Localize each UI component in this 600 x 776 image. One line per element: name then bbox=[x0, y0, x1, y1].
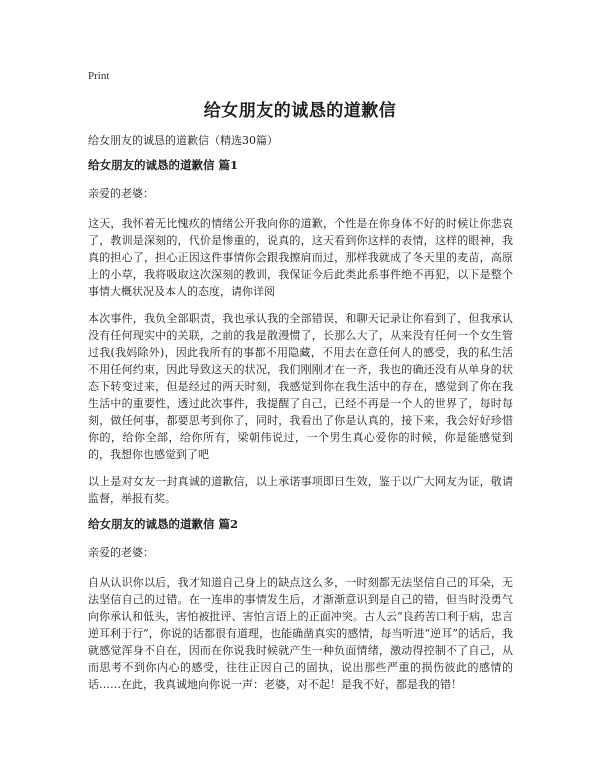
paragraph: 本次事件，我负全部职责，我也承认我的全部错误，和聊天记录让你看到了，但我承认没有任何现实中的关联，之前的我是散漫惯了，长那么大了，从来没有任何一个女生管过我(我妈除外)，因此我所有的事都不用隐藏，不用去在意任何人的感受，我的私生活不用任何约束，因此导致这天的状况，我们刚刚才在一齐，我也的确还没有从单身的状态下转变过来，但是经过的两天时刻，我感觉到你在我生活中的存在，感觉到了你在我生活中的重要性，透过此次事件，我提醒了自己，已经不再是一个人的世界了，每时每刻，做任何事，都要思考到你了，同时，我看出了你是认真的，接下来，我会好好珍惜你的，给你全部，给你所有，梁朝伟说过，一个男生真心爱你的时候，你是能感觉到的，我想你也感觉到了吧 bbox=[88, 312, 513, 461]
document-subtitle: 给女朋友的诚恳的道歉信（精选30篇） bbox=[88, 134, 278, 147]
document-body bbox=[88, 132, 513, 703]
section-1 bbox=[88, 157, 513, 507]
section-heading: 给女朋友的诚恳的道歉信 篇1 bbox=[88, 158, 239, 172]
print-label: Print bbox=[88, 70, 110, 82]
greeting: 亲爱的老婆： bbox=[88, 546, 154, 559]
section-2 bbox=[88, 516, 513, 693]
section-heading: 给女朋友的诚恳的道歉信 篇2 bbox=[88, 517, 239, 531]
paragraph: 这天，我怀着无比愧疚的情绪公开我向你的道歉，个性是在你身体不好的时候让你悲哀了，教训是深刻的，代价是惨重的，说真的，这天看到你这样的表情，这样的眼神，我真的担心了，担心正因这件事情你会跟我擦肩而过，那样我就成了冬天里的麦苗，高原上的小草，我将吸取这次深刻的教训，我保证今后此类此系事件绝不再犯，以下是整个事情大概状况及本人的态度，请你详阅 bbox=[88, 217, 513, 298]
greeting: 亲爱的老婆： bbox=[88, 187, 154, 200]
page-title: 给女朋友的诚恳的道歉信 bbox=[203, 101, 397, 121]
paragraph: 以上是对女友一封真诚的道歉信，以上承诺事项即日生效，鉴于以广大网友为证，敬请监督，举报有奖。 bbox=[88, 475, 513, 505]
paragraph: 自从认识你以后，我才知道自己身上的缺点这么多，一时刻都无法坚信自己的耳朵，无法坚信自己的过错。在一连串的事情发生后，才渐渐意识到是自己的错，但当时没勇气向你承认和低头，害怕被批评、害怕言语上的正面冲突。古人云“良药苦口利于病，忠言逆耳利于行”，你说的话都很有道理，也能确凿真实的感情，每当听进“逆耳”的话后，我就感觉浑身不自在，因而在你说我时候就产生一种负面情绪，激动得控制不了自己，从而思考不到你内心的感受，往往正因自己的固执，说出那些严重的损伤彼此的感情的话……在此，我真诚地向你说一声：老婆，对不起！是我不好，都是我的错！ bbox=[88, 576, 513, 691]
